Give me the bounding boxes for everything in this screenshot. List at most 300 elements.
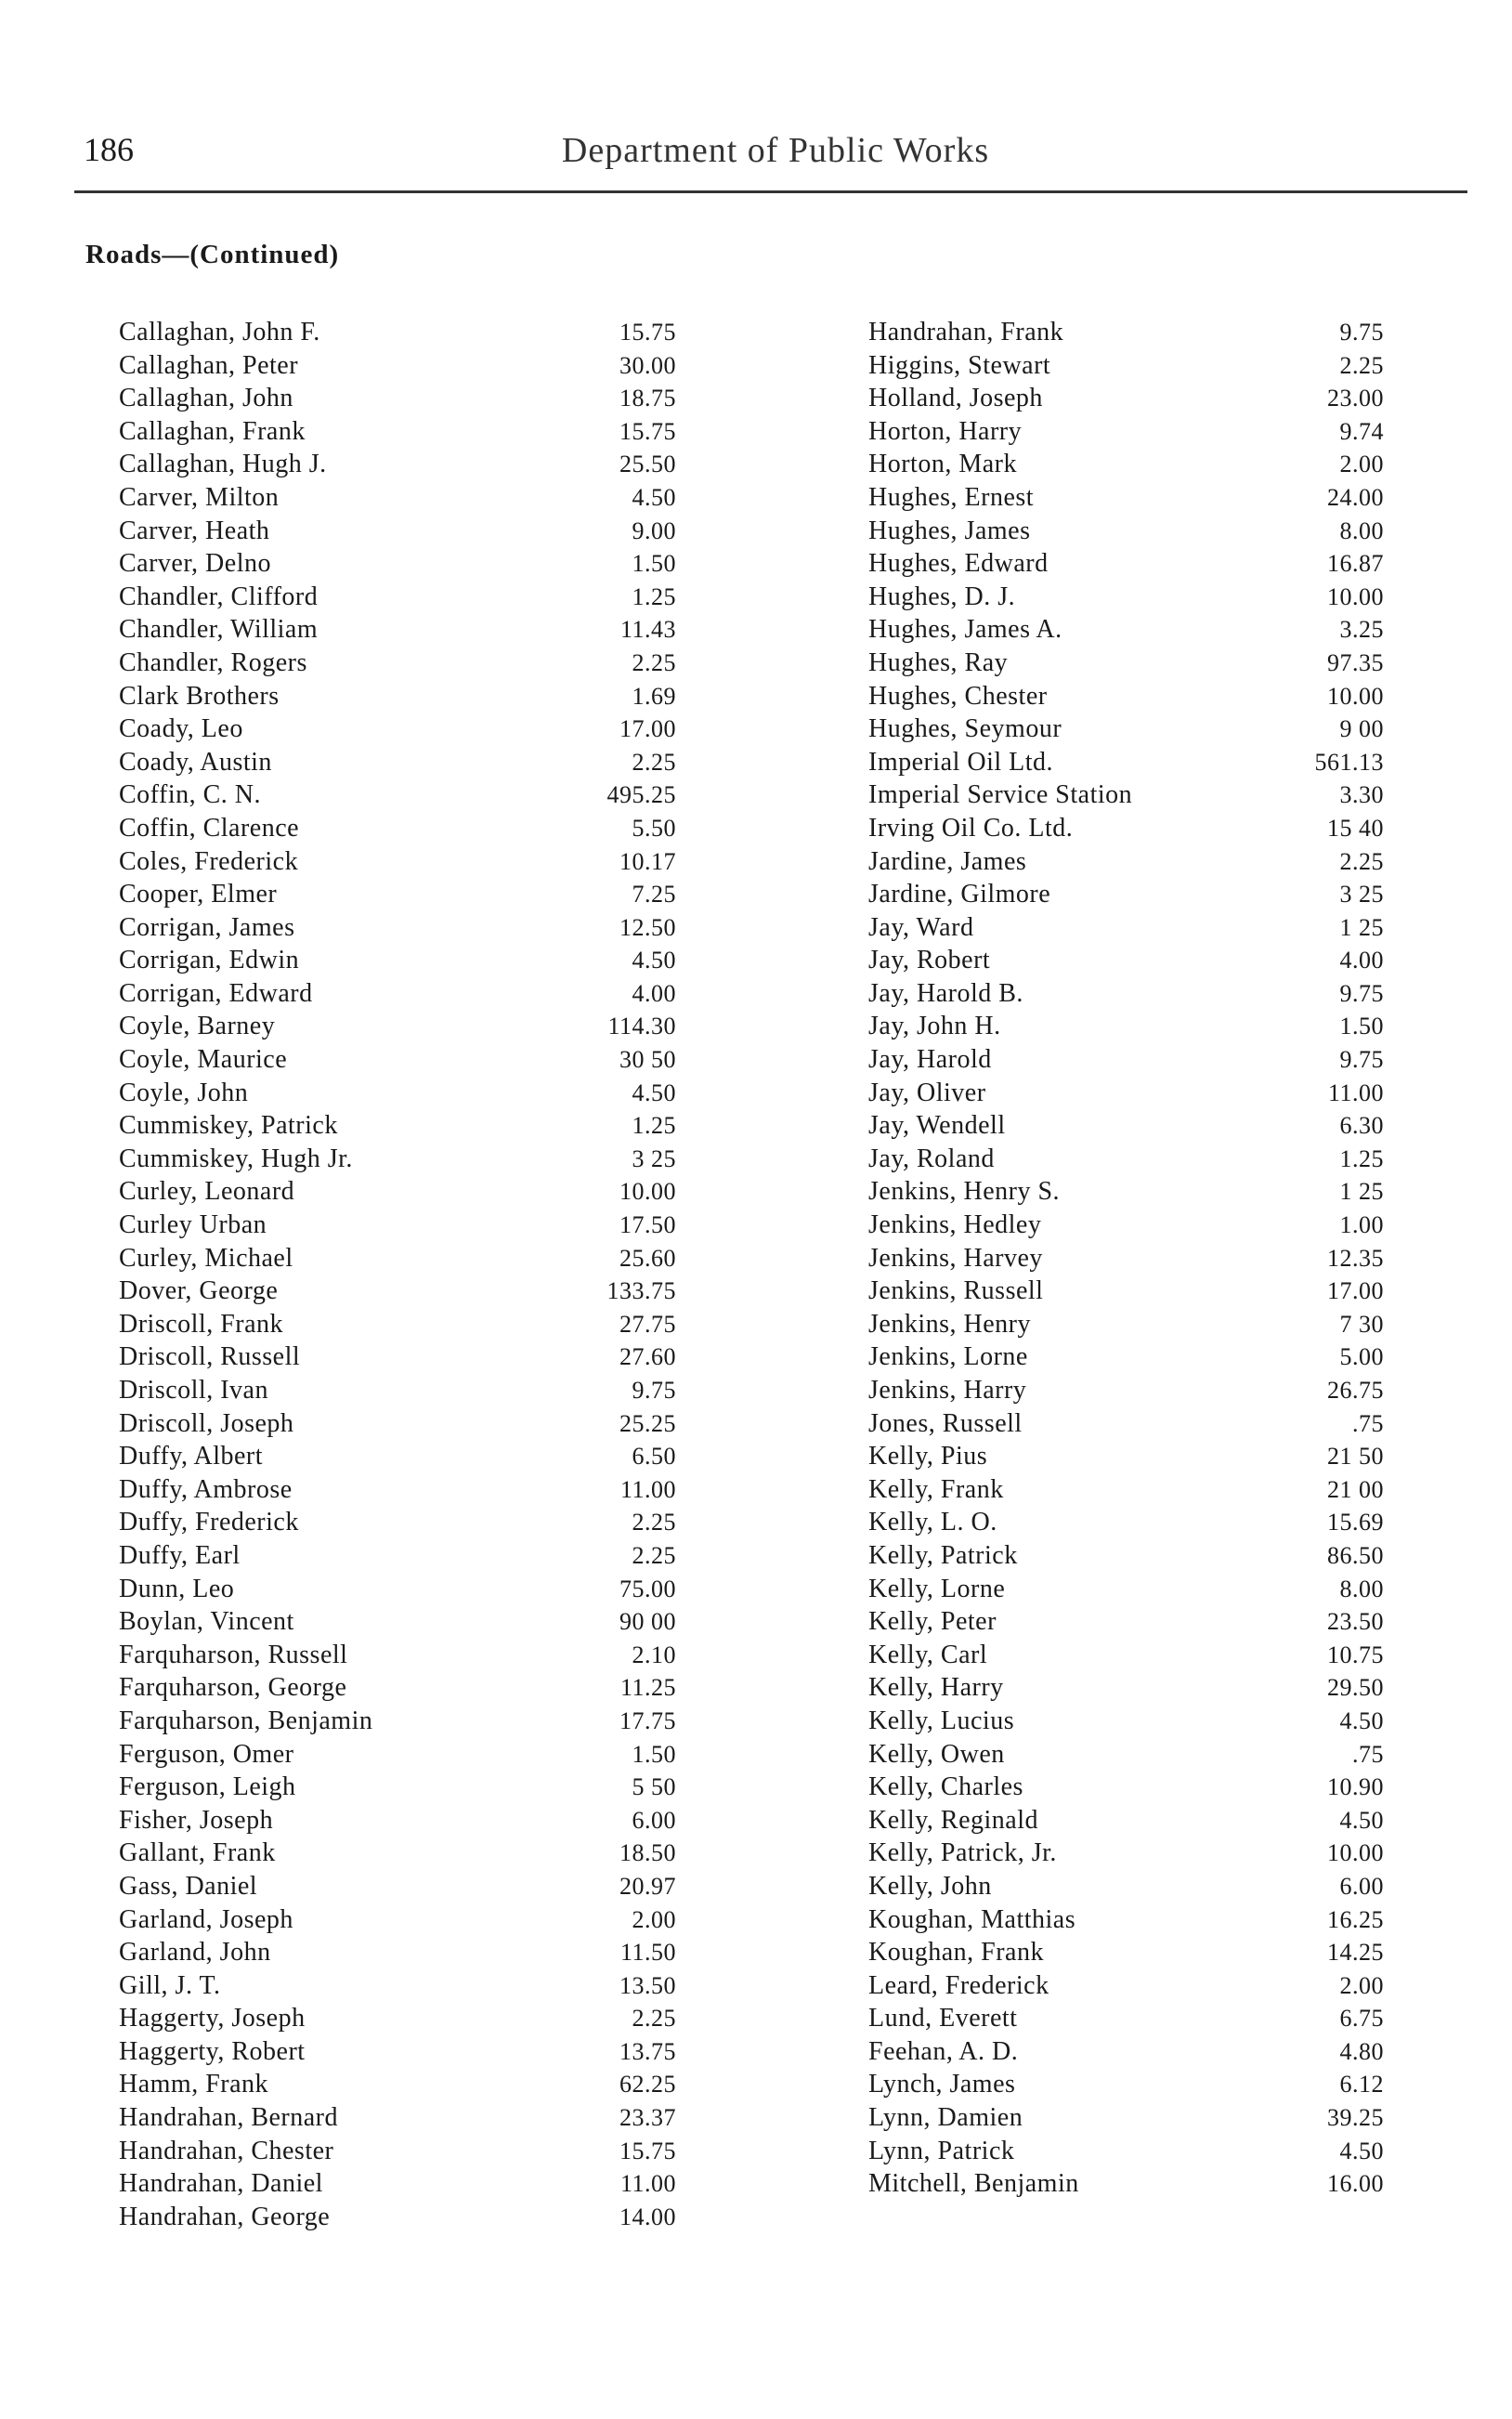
entry-name: Haggerty, Joseph — [119, 2004, 306, 2033]
entry-name: Driscoll, Ivan — [119, 1376, 268, 1405]
list-item — [119, 977, 676, 1011]
list-item — [119, 1671, 676, 1705]
entry-amount: 1.50 — [632, 550, 676, 578]
list-item — [868, 1738, 1384, 1772]
entry-amount: 16.25 — [1327, 1905, 1384, 1933]
entry-amount: 15.69 — [1327, 1509, 1384, 1536]
entry-name: Horton, Harry — [868, 416, 1023, 446]
entry-amount: 14.00 — [619, 2203, 676, 2230]
entry-amount: 2.25 — [1339, 351, 1384, 379]
list-item — [868, 1771, 1384, 1804]
entry-amount: 17.00 — [1327, 1277, 1384, 1305]
list-item — [868, 1209, 1384, 1242]
entry-amount: 3.25 — [1339, 616, 1384, 644]
entry-name: Kelly, Owen — [868, 1739, 1005, 1769]
entry-amount: 11.00 — [1327, 1079, 1384, 1106]
entry-name: Chandler, William — [119, 615, 319, 645]
entry-name: Kelly, Carl — [868, 1640, 988, 1669]
entry-name: Dover, George — [119, 1276, 279, 1306]
list-item — [119, 1308, 676, 1341]
entry-name: Coles, Frederick — [119, 846, 299, 876]
entry-name: Duffy, Earl — [119, 1540, 241, 1570]
list-item — [868, 1506, 1384, 1539]
entry-amount: 10.00 — [1327, 682, 1384, 710]
entry-amount: 114.30 — [607, 1013, 676, 1040]
entry-amount: 10.00 — [619, 1178, 676, 1206]
entry-name: Hughes, Chester — [868, 681, 1048, 711]
entry-amount: 23.37 — [619, 2104, 676, 2132]
list-item — [119, 1639, 676, 1672]
entry-name: Jardine, James — [868, 846, 1027, 876]
entry-name: Imperial Oil Ltd. — [868, 747, 1054, 777]
entry-name: Koughan, Frank — [868, 1938, 1044, 1968]
entry-amount: 4.00 — [1339, 947, 1384, 974]
entry-name: Garland, Joseph — [119, 1904, 293, 1934]
list-item — [119, 1969, 676, 2003]
entry-name: Kelly, Harry — [868, 1673, 1004, 1703]
entry-name: Corrigan, James — [119, 912, 295, 942]
entry-name: Jay, Harold — [868, 1045, 992, 1075]
list-item — [119, 1407, 676, 1441]
entry-name: Farquharson, Russell — [119, 1640, 348, 1669]
entry-amount: 13.50 — [619, 1971, 676, 1999]
entry-name: Kelly, Peter — [868, 1607, 997, 1637]
entry-amount: 15 40 — [1327, 814, 1384, 842]
list-item — [868, 1837, 1384, 1870]
entry-name: Hamm, Frank — [119, 2070, 269, 2099]
entry-name: Coffin, Clarence — [119, 813, 300, 843]
entry-name: Corrigan, Edward — [119, 978, 313, 1008]
entry-amount: 27.75 — [619, 1310, 676, 1338]
entry-name: Imperial Service Station — [868, 780, 1133, 810]
entry-name: Corrigan, Edwin — [119, 946, 300, 975]
entry-amount: 9.75 — [1339, 979, 1384, 1007]
left-column — [119, 316, 676, 2233]
list-item — [868, 944, 1384, 977]
entry-amount: 13.75 — [619, 2037, 676, 2065]
list-item — [868, 613, 1384, 647]
entry-amount: 2.25 — [632, 748, 676, 776]
entry-amount: 11.25 — [619, 1674, 676, 1702]
entry-amount: 2.25 — [632, 2005, 676, 2033]
entry-amount: 4.50 — [632, 1079, 676, 1106]
entry-amount: 1.25 — [632, 582, 676, 610]
entry-name: Curley, Leonard — [119, 1177, 295, 1207]
entry-amount: 6.00 — [632, 1806, 676, 1834]
list-item — [868, 878, 1384, 911]
list-item — [868, 778, 1384, 812]
entry-name: Holland, Joseph — [868, 384, 1043, 413]
list-item — [119, 778, 676, 812]
entry-name: Gill, J. T. — [119, 1970, 221, 2000]
entry-name: Jay, Oliver — [868, 1078, 986, 1107]
entry-amount: 10.00 — [1327, 582, 1384, 610]
entry-name: Callaghan, Peter — [119, 350, 299, 380]
list-item — [868, 812, 1384, 845]
list-item — [868, 845, 1384, 879]
entry-amount: 10.90 — [1327, 1773, 1384, 1801]
section-title: Roads—(Continued) — [85, 240, 340, 269]
list-item — [119, 1605, 676, 1639]
list-item — [868, 349, 1384, 383]
list-item — [868, 1440, 1384, 1473]
list-item — [119, 1242, 676, 1275]
entry-name: Callaghan, Hugh J. — [119, 450, 327, 479]
entry-name: Ferguson, Omer — [119, 1739, 294, 1769]
entry-amount: 11.50 — [619, 1939, 676, 1967]
list-item — [868, 1275, 1384, 1308]
list-item — [868, 581, 1384, 614]
entry-name: Carver, Milton — [119, 482, 280, 512]
entry-amount: 9.75 — [1339, 319, 1384, 346]
entry-name: Gass, Daniel — [119, 1871, 258, 1901]
list-item — [119, 911, 676, 945]
entry-amount: 2.25 — [632, 648, 676, 676]
list-item — [119, 1771, 676, 1804]
list-item — [119, 1209, 676, 1242]
list-item — [119, 746, 676, 779]
entry-name: Cummiskey, Hugh Jr. — [119, 1144, 353, 1173]
entry-amount: 16.87 — [1327, 550, 1384, 578]
page-number: 186 — [84, 131, 134, 168]
entry-amount: 17.50 — [619, 1211, 676, 1239]
entry-name: Haggerty, Robert — [119, 2036, 306, 2066]
list-item — [868, 2101, 1384, 2135]
entry-amount: 17.75 — [619, 1706, 676, 1734]
entry-name: Jenkins, Henry — [868, 1309, 1031, 1339]
list-item — [868, 1804, 1384, 1837]
entry-amount: 6.12 — [1339, 2071, 1384, 2099]
list-item — [119, 680, 676, 713]
entry-amount: 39.25 — [1327, 2104, 1384, 2132]
page-title: Department of Public Works — [561, 131, 990, 170]
entry-amount: 23.50 — [1327, 1608, 1384, 1636]
entry-amount: 1.00 — [1339, 1211, 1384, 1239]
entry-name: Callaghan, Frank — [119, 416, 306, 446]
entry-name: Kelly, Reginald — [868, 1805, 1038, 1835]
entry-name: Kelly, Frank — [868, 1474, 1004, 1504]
list-item — [868, 1242, 1384, 1275]
entry-amount: 5 50 — [632, 1773, 676, 1801]
entry-name: Jenkins, Russell — [868, 1276, 1044, 1306]
entry-amount: .75 — [1352, 1740, 1384, 1768]
entry-amount: 90 00 — [619, 1608, 676, 1636]
entry-name: Hughes, D. J. — [868, 582, 1016, 611]
entry-amount: 17.00 — [619, 715, 676, 743]
entry-amount: 4.50 — [632, 483, 676, 511]
list-item — [868, 1573, 1384, 1606]
entry-amount: 9.74 — [1339, 417, 1384, 445]
list-item — [119, 845, 676, 879]
entry-name: Clark Brothers — [119, 681, 280, 711]
list-item — [868, 1043, 1384, 1077]
entry-amount: 75.00 — [619, 1575, 676, 1602]
entry-amount: 21 50 — [1327, 1443, 1384, 1471]
list-item — [119, 515, 676, 548]
entry-amount: 1.69 — [632, 682, 676, 710]
entry-amount: 2.25 — [632, 1541, 676, 1569]
list-item — [119, 1804, 676, 1837]
entry-name: Callaghan, John F. — [119, 318, 320, 347]
entry-name: Kelly, Patrick — [868, 1540, 1018, 1570]
entry-name: Koughan, Matthias — [868, 1904, 1076, 1934]
list-item — [119, 1837, 676, 1870]
entry-name: Jenkins, Hedley — [868, 1210, 1042, 1240]
entry-name: Coady, Leo — [119, 714, 243, 744]
list-item — [119, 1109, 676, 1143]
entry-name: Leard, Frederick — [868, 1970, 1049, 2000]
list-item — [119, 316, 676, 349]
list-item — [119, 1539, 676, 1573]
entry-amount: 11.00 — [619, 1475, 676, 1503]
entry-amount: 4.50 — [1339, 1706, 1384, 1734]
entry-name: Lynch, James — [868, 2070, 1016, 2099]
list-item — [868, 1969, 1384, 2003]
list-item — [868, 481, 1384, 515]
list-item — [119, 1143, 676, 1176]
entry-name: Feehan, A. D. — [868, 2036, 1019, 2066]
entry-amount: 18.75 — [619, 385, 676, 412]
entry-name: Handrahan, Chester — [119, 2136, 334, 2165]
entry-name: Hughes, Edward — [868, 549, 1049, 579]
entry-amount: 18.50 — [619, 1839, 676, 1867]
entry-name: Farquharson, Benjamin — [119, 1706, 373, 1735]
entry-amount: 4.50 — [632, 947, 676, 974]
list-item — [868, 1605, 1384, 1639]
entry-amount: 9 00 — [1339, 715, 1384, 743]
entry-amount: 1 25 — [1339, 913, 1384, 941]
entry-amount: 2.00 — [1339, 451, 1384, 478]
entry-amount: 10.75 — [1327, 1641, 1384, 1668]
entry-name: Jenkins, Harvey — [868, 1243, 1043, 1273]
entry-amount: 7 30 — [1339, 1310, 1384, 1338]
list-item — [868, 2068, 1384, 2101]
entry-amount: 62.25 — [619, 2071, 676, 2099]
entry-name: Jay, Wendell — [868, 1111, 1006, 1141]
entry-amount: 15.75 — [619, 319, 676, 346]
entry-name: Hughes, Ernest — [868, 482, 1035, 512]
entry-amount: 2.00 — [1339, 1971, 1384, 1999]
entry-name: Mitchell, Benjamin — [868, 2169, 1079, 2199]
entry-name: Horton, Mark — [868, 450, 1017, 479]
entry-name: Jones, Russell — [868, 1408, 1023, 1438]
list-item — [119, 713, 676, 746]
list-item — [868, 1639, 1384, 1672]
entry-amount: 25.25 — [619, 1409, 676, 1437]
entry-name: Chandler, Rogers — [119, 647, 307, 677]
entry-name: Coyle, Barney — [119, 1012, 276, 1041]
entry-amount: 24.00 — [1327, 483, 1384, 511]
entry-name: Handrahan, Daniel — [119, 2169, 323, 2199]
entry-amount: 21 00 — [1327, 1475, 1384, 1503]
entry-amount: 30 50 — [619, 1046, 676, 1074]
entry-name: Driscoll, Russell — [119, 1342, 301, 1372]
entry-name: Duffy, Albert — [119, 1442, 264, 1471]
entry-amount: 2.25 — [1339, 847, 1384, 875]
entry-name: Kelly, L. O. — [868, 1508, 997, 1537]
entry-amount: 86.50 — [1327, 1541, 1384, 1569]
entry-amount: 11.00 — [619, 2170, 676, 2198]
list-item — [119, 878, 676, 911]
entry-amount: 561.13 — [1314, 748, 1384, 776]
list-item — [868, 1671, 1384, 1705]
entry-amount: 6.75 — [1339, 2005, 1384, 2033]
entry-amount: 15.75 — [619, 417, 676, 445]
list-item — [868, 547, 1384, 581]
entry-name: Kelly, Pius — [868, 1442, 988, 1471]
entry-name: Hughes, Ray — [868, 647, 1009, 677]
entry-name: Duffy, Ambrose — [119, 1474, 293, 1504]
entry-amount: 16.00 — [1327, 2170, 1384, 2198]
entry-name: Lynn, Patrick — [868, 2136, 1015, 2165]
list-item — [868, 746, 1384, 779]
entry-amount: 6.00 — [1339, 1872, 1384, 1900]
list-item — [868, 977, 1384, 1011]
list-item — [119, 1738, 676, 1772]
list-item — [119, 349, 676, 383]
entry-name: Gallant, Frank — [119, 1838, 276, 1868]
entry-amount: 14.25 — [1327, 1939, 1384, 1967]
list-item — [868, 2002, 1384, 2035]
entry-name: Hughes, James A. — [868, 615, 1062, 645]
entry-amount: 3 25 — [1339, 881, 1384, 909]
list-item — [868, 2135, 1384, 2168]
list-item — [868, 1473, 1384, 1507]
entry-amount: 1.50 — [632, 1740, 676, 1768]
list-item — [868, 1936, 1384, 1969]
list-item — [119, 1936, 676, 1969]
list-item — [868, 1143, 1384, 1176]
list-item — [868, 382, 1384, 415]
entry-amount: 4.00 — [632, 979, 676, 1007]
entry-name: Cummiskey, Patrick — [119, 1111, 338, 1141]
list-item — [119, 2101, 676, 2135]
list-item — [868, 1175, 1384, 1209]
page-header — [84, 130, 1467, 177]
entry-name: Driscoll, Frank — [119, 1309, 284, 1339]
list-item — [119, 1077, 676, 1110]
entry-name: Handrahan, George — [119, 2202, 331, 2231]
entry-name: Jenkins, Lorne — [868, 1342, 1028, 1372]
entry-name: Fisher, Joseph — [119, 1805, 274, 1835]
entry-name: Cooper, Elmer — [119, 880, 278, 909]
list-item — [868, 1374, 1384, 1407]
entry-amount: 12.50 — [619, 913, 676, 941]
entry-amount: 2.25 — [632, 1509, 676, 1536]
entry-name: Callaghan, John — [119, 384, 293, 413]
list-item — [119, 581, 676, 614]
entry-name: Jay, Roland — [868, 1144, 995, 1173]
list-item — [868, 1870, 1384, 1903]
header-rule — [74, 190, 1467, 193]
entry-name: Coyle, Maurice — [119, 1045, 288, 1075]
entry-name: Duffy, Frederick — [119, 1508, 299, 1537]
list-item — [868, 415, 1384, 449]
list-item — [119, 944, 676, 977]
list-item — [119, 1573, 676, 1606]
entry-amount: 1.50 — [1339, 1013, 1384, 1040]
entry-name: Kelly, Patrick, Jr. — [868, 1838, 1057, 1868]
list-item — [119, 2035, 676, 2069]
entry-name: Lund, Everett — [868, 2004, 1018, 2033]
entry-name: Kelly, Charles — [868, 1772, 1023, 1802]
list-item — [119, 647, 676, 680]
list-item — [868, 1077, 1384, 1110]
entry-amount: 9.00 — [632, 516, 676, 544]
list-item — [868, 647, 1384, 680]
entry-name: Garland, John — [119, 1938, 271, 1968]
entry-amount: 2.10 — [632, 1641, 676, 1668]
entry-amount: 20.97 — [619, 1872, 676, 1900]
entry-amount: 4.50 — [1339, 1806, 1384, 1834]
entry-name: Coyle, John — [119, 1078, 249, 1107]
entry-name: Jay, Ward — [868, 912, 974, 942]
entry-amount: 4.80 — [1339, 2037, 1384, 2065]
entry-amount: 6.30 — [1339, 1112, 1384, 1140]
list-item — [868, 911, 1384, 945]
list-item — [119, 1175, 676, 1209]
entry-name: Kelly, Lorne — [868, 1574, 1006, 1603]
list-item — [868, 680, 1384, 713]
entry-amount: 12.35 — [1327, 1244, 1384, 1272]
entry-name: Hughes, James — [868, 516, 1031, 545]
entry-name: Handrahan, Frank — [868, 318, 1064, 347]
entry-name: Kelly, Lucius — [868, 1706, 1015, 1735]
entry-amount: 30.00 — [619, 351, 676, 379]
entry-amount: 23.00 — [1327, 385, 1384, 412]
list-item — [119, 2201, 676, 2234]
list-item — [119, 2002, 676, 2035]
list-item — [119, 613, 676, 647]
entry-amount: 25.60 — [619, 1244, 676, 1272]
list-item — [119, 1043, 676, 1077]
entry-amount: 5.00 — [1339, 1343, 1384, 1371]
list-item — [119, 1340, 676, 1374]
entry-amount: .75 — [1352, 1409, 1384, 1437]
list-item — [119, 1275, 676, 1308]
entry-amount: 7.25 — [632, 881, 676, 909]
entry-name: Curley Urban — [119, 1210, 267, 1240]
list-item — [119, 1374, 676, 1407]
entry-amount: 3.30 — [1339, 781, 1384, 809]
list-item — [868, 713, 1384, 746]
entry-name: Coady, Austin — [119, 747, 272, 777]
list-item — [119, 481, 676, 515]
entry-amount: 10.17 — [619, 847, 676, 875]
entry-name: Ferguson, Leigh — [119, 1772, 296, 1802]
entry-name: Farquharson, George — [119, 1673, 347, 1703]
entry-name: Jay, Harold B. — [868, 978, 1023, 1008]
entry-amount: 3 25 — [632, 1144, 676, 1172]
list-item — [119, 1506, 676, 1539]
list-item — [119, 1705, 676, 1738]
entry-name: Carver, Heath — [119, 516, 270, 545]
list-item — [868, 448, 1384, 481]
entry-amount: 27.60 — [619, 1343, 676, 1371]
entry-name: Handrahan, Bernard — [119, 2103, 339, 2133]
entry-name: Driscoll, Joseph — [119, 1408, 294, 1438]
entry-name: Chandler, Clifford — [119, 582, 319, 611]
entry-amount: 15.75 — [619, 2137, 676, 2164]
list-item — [868, 1308, 1384, 1341]
entry-amount: 9.75 — [1339, 1046, 1384, 1074]
entry-name: Coffin, C. N. — [119, 780, 261, 810]
list-item — [868, 2167, 1384, 2201]
entry-name: Jenkins, Harry — [868, 1376, 1027, 1405]
entry-name: Lynn, Damien — [868, 2103, 1023, 2133]
entry-name: Higgins, Stewart — [868, 350, 1051, 380]
entry-name: Jenkins, Henry S. — [868, 1177, 1061, 1207]
